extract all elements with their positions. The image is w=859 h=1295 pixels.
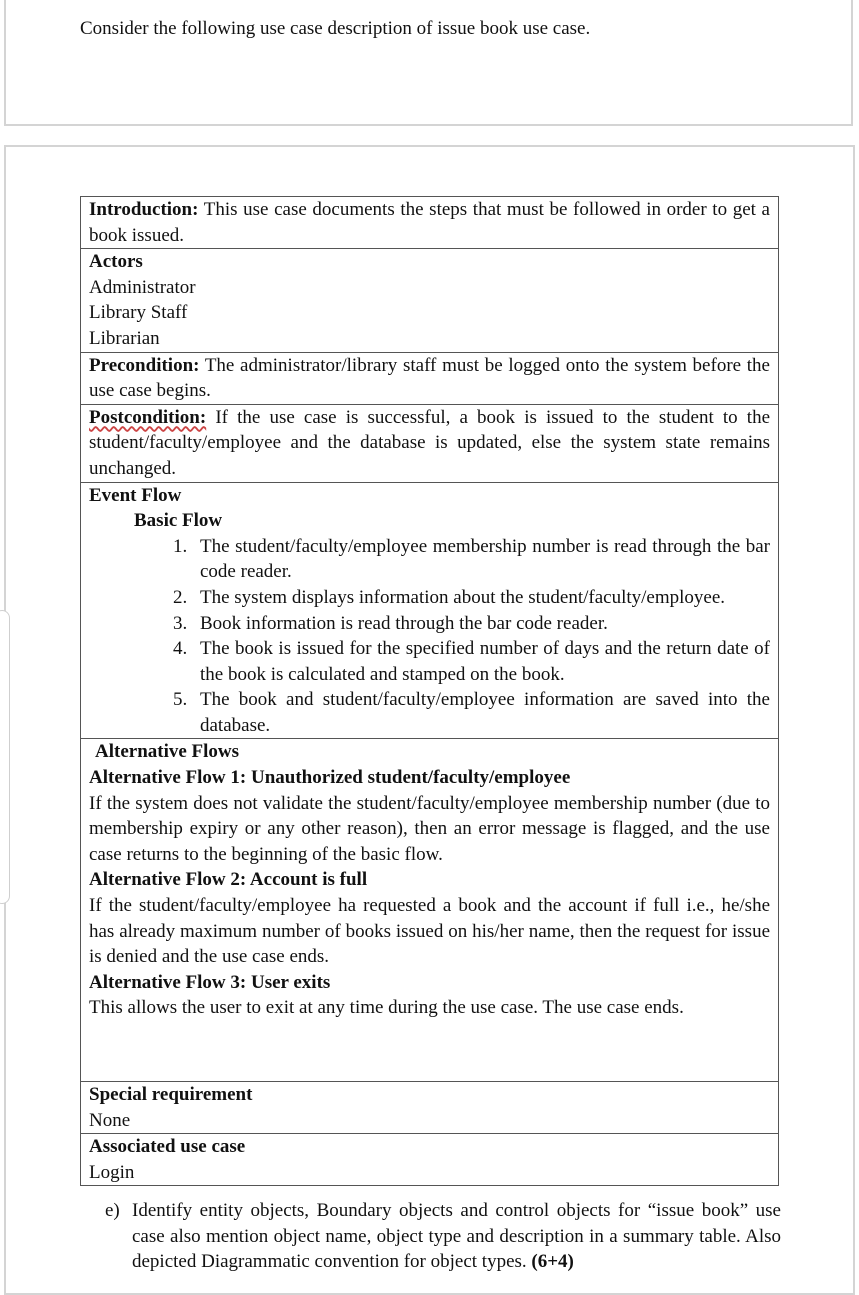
question-marks: (6+4) [531,1251,574,1273]
associated-use-case-label: Associated use case [89,1136,246,1158]
side-tab[interactable] [0,610,10,904]
actor-item: Librarian [89,327,160,349]
use-case-table [80,196,779,1186]
alternative-flow-text: This allows the user to exit at any time during the use case. The use case ends. [89,997,684,1019]
event-flow-row [81,482,779,739]
introduction-row [81,197,779,249]
alternative-flow-title: Alternative Flow 3: User exits [89,971,331,993]
basic-flow-step: 4. The book is issued for the specified number of days and the return date of the book is calculated and stamped on the book. [192,636,770,687]
associated-use-case-row [81,1134,779,1186]
actor-item: Administrator [89,276,196,298]
event-flow-label: Event Flow [89,484,182,506]
basic-flow-step: 3. Book information is read through the bar code reader. [192,611,770,637]
basic-flow-label: Basic Flow [134,510,223,532]
question-label: e) [105,1200,120,1221]
actors-row [81,249,779,352]
precondition-row [81,352,779,404]
special-requirement-row [81,1082,779,1134]
postcondition-label: Postcondition: [89,406,207,428]
alternative-flow-text: If the student/faculty/employee ha requested a book and the account if full i.e., he/she has already maximum number of books issued on his/her name, then the request for issue is denied and the use case ends. [89,895,770,968]
associated-use-case-value: Login [89,1161,135,1183]
basic-flow-steps [89,534,770,739]
special-requirement-label: Special requirement [89,1084,253,1105]
alternative-flow-text: If the system does not validate the student/faculty/employee membership number (due to membership expiry or any other reason), then an error message is flagged, and the use case returns to the beginning of the basic flow. [89,792,770,865]
postcondition-row [81,404,779,482]
precondition-text: The administrator/library staff must be logged onto the system before the use case begins. [89,354,770,402]
actor-item: Library Staff [89,302,188,324]
basic-flow-step: 2. The system displays information about the student/faculty/employee. [192,585,770,611]
introduction-text: This use case documents the steps that must be followed in order to get a book issued. [89,199,770,246]
introduction-label: Introduction: [89,199,199,220]
actors-label: Actors [89,251,143,273]
alternative-flows-label: Alternative Flows [95,741,240,763]
blank-space [89,1021,770,1081]
basic-flow-step: 1. The student/faculty/employee membership number is read through the bar code reader. [192,534,770,585]
header-text: Consider the following use case description of issue book use case. [80,18,591,39]
precondition-label: Precondition: [89,354,200,376]
question-text: Identify entity objects, Boundary objects and control objects for “issue book” use case also mention object name, object type and description in a summary table. Also depicted Diagrammatic convention for object types. [132,1200,781,1273]
special-requirement-value: None [89,1109,131,1131]
alternative-flow-title: Alternative Flow 2: Account is full [89,869,368,891]
basic-flow-step: 5. The book and student/faculty/employee information are saved into the database. [192,687,770,738]
alternative-flows-row [81,739,779,1082]
question-e [105,1198,781,1275]
alternative-flow-title: Alternative Flow 1: Unauthorized student/faculty/employee [89,767,571,789]
postcondition-text: If the use case is successful, a book is issued to the student to the student/faculty/employee and the database is updated, else the system state remains unchanged. [89,406,771,479]
